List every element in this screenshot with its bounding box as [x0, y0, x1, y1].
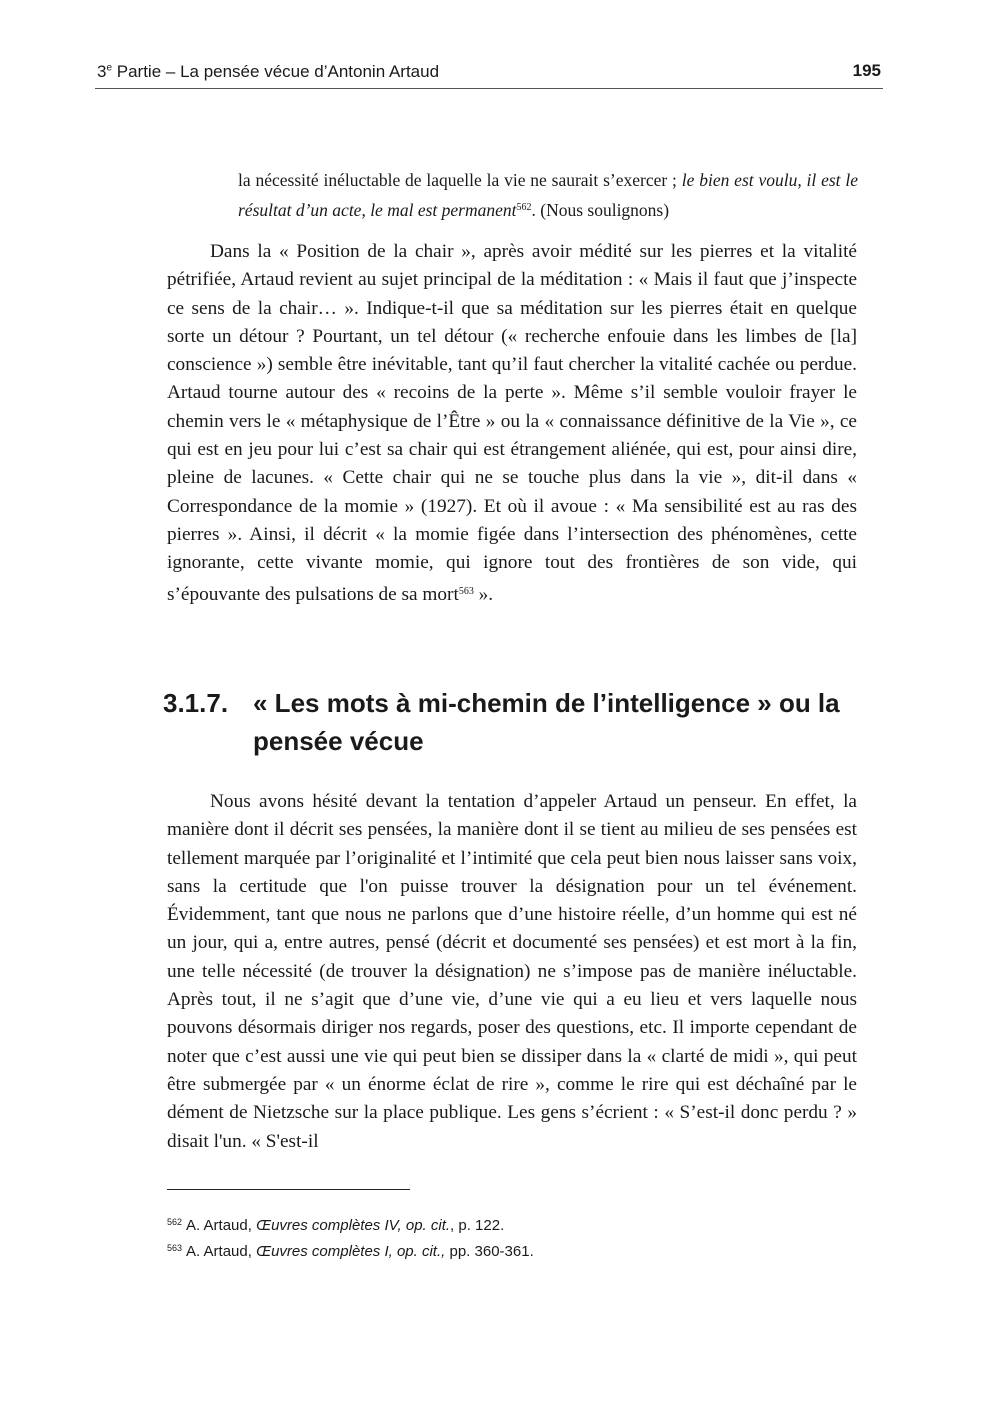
quote-text-start: la nécessité inéluctable de laquelle la vie ne saurait s’exercer ;	[238, 170, 682, 190]
block-quote	[238, 166, 858, 224]
quote-italic-text: le bien est voulu, il est le résultat d’un acte, le mal est permanent	[238, 170, 858, 220]
running-header	[95, 58, 883, 89]
body-paragraph-1: Dans la « Position de la chair », après avoir médité sur les pierres et la vitalité pétrifiée, Artaud revient au sujet principal de la méditation : « Mais il faut que j’inspecte ce sens de la chair… ». Indique-t-il que sa méditation sur les pierres était en quelque sorte un détour ? Pourtant, un tel détour (« recherche enfouie dans les limbes de [la] conscience ») semble être inévitable, tant qu’il faut chercher la vitalité cachée ou perdue. Artaud tourne autour des « recoins de la perte ». Même s’il semble vouloir frayer le chemin vers le « métaphysique de l’Être » ou la « connaissance définitive de la Vie », ce qui est en jeu pour lui c’est sa chair qui est étrangement aliénée, qui est, pour ainsi dire, pleine de lacunes. « Cette chair qui ne se touche plus dans la vie », dit-il dans « Correspondance de la momie » (1927). Et où il avoue : « Ma sensibilité est au ras des pierres ». Ainsi, il décrit « la momie figée dans l’intersection des phénomènes, cette ignorante, cette vivante momie, qui ignore tout des frontières de son vide, qui s’épouvante des pulsations de sa mort$^{563}$ ».	[167, 241, 857, 605]
footnote-separator	[167, 1189, 410, 1190]
section-title-line-1: « Les mots à mi-chemin de l’intelligence » ou la	[253, 688, 840, 718]
footnote-reference-562: 562	[516, 202, 532, 213]
body-paragraph-2: Nous avons hésité devant la tentation d’appeler Artaud un penseur. En effet, la manière dont il décrit ses pensées, la manière dont il se tient au milieu de ses pensées est tellement marquée par l’originalité et l’intimité que cela peut bien nous laisser sans voix, sans la certitude que l'on puisse trouver la désignation pour un tel événement. Évidemment, tant que nous ne parlons que d’une histoire réelle, d’un homme qui est né un jour, qui a, entre autres, pensé (décrit et documenté ses pensées) et est mort à la fin, une telle nécessité (de trouver la désignation) ne s’impose pas de manière inéluctable. Après tout, il ne s’agit que d’une vie, d’une vie qui a eu lieu et vers laquelle nous pouvons désormais diriger nos regards, poser des questions, etc. Il importe cependant de noter que c’est aussi une vie qui peut bien se dissiper dans la « clarté de midi », qui peut être submergée par « un énorme éclat de rire », comme le rire qui est déchaîné par le dément de Nietzsche sur la place publique. Les gens s’écrient : « S’est-il donc perdu ? » disait l'un. « S'est-il	[167, 791, 857, 1152]
page-number: 195	[852, 61, 881, 80]
section-title-line-2: pensée vécue	[253, 726, 424, 756]
section-number: 3.1.7.	[163, 688, 229, 718]
running-header-title: 3e Partie – La pensée vécue d’Antonin Artaud	[97, 62, 440, 81]
footnote-562: $^{562}$ A. Artaud, Œuvres complètes IV, op. cit., p. 122.	[167, 1217, 505, 1234]
footnote-reference-563: 563	[458, 585, 474, 597]
section-heading	[163, 684, 883, 760]
footnote-563: $^{563}$ A. Artaud, Œuvres complètes I, op. cit., pp. 360-361.	[167, 1243, 534, 1260]
footnotes	[167, 1209, 867, 1261]
quote-text-end: . (Nous soulignons)	[531, 200, 670, 220]
